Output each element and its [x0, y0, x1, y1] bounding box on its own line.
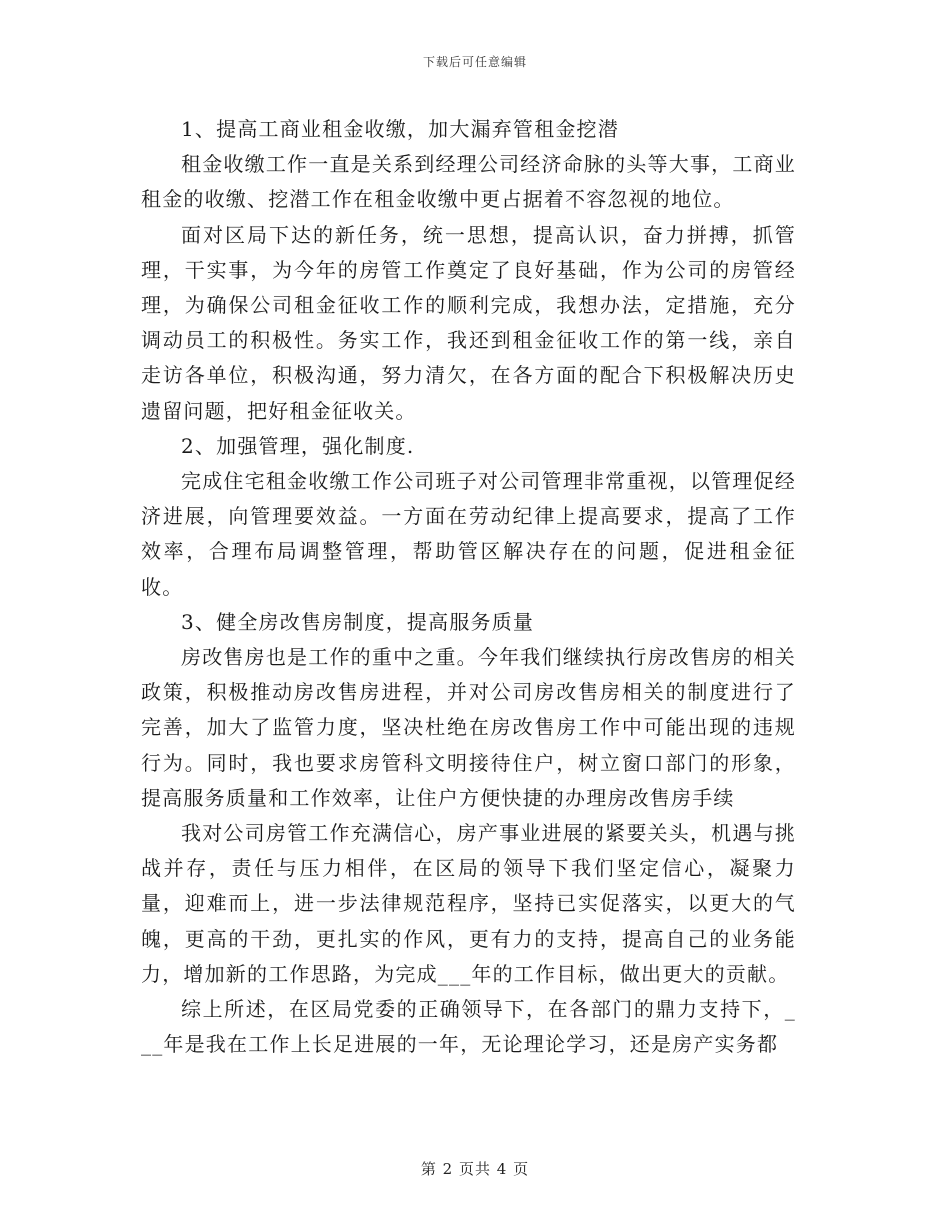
section-heading-1: 1、提高工商业租金收缴，加大漏弃管租金挖潜	[181, 117, 619, 141]
paragraph: 完成住宅租金收缴工作公司班子对公司管理非常重视，以管理促经济进展，向管理要效益。一方面在劳动纪律上提高要求，提高了工作效率，合理布局调整管理，帮助管区解决存在的问题，促进租金征收。	[141, 469, 796, 599]
paragraph: 租金收缴工作一直是关系到经理公司经济命脉的头等大事，工商业租金的收缴、挖潜工作在租金收缴中更占据着不容忽视的地位。	[141, 152, 796, 212]
paragraph: 面对区局下达的新任务，统一思想，提高认识，奋力拼搏，抓管理，干实事，为今年的房管工作奠定了良好基础，作为公司的房管经理，为确保公司租金征收工作的顺利完成，我想办法，定措施，充分调动员工的积极性。务实工作，我还到租金征收工作的第一线，亲自走访各单位，积极沟通，努力清欠，在各方面的配合下积极解决历史遗留问题，把好租金征收关。	[141, 222, 796, 423]
section-heading-3: 3、健全房改售房制度，提高服务质量	[181, 609, 535, 634]
paragraph: 房改售房也是工作的重中之重。今年我们继续执行房改售房的相关政策，积极推动房改售房进程，并对公司房改售房相关的制度进行了完善，加大了监管力度，坚决杜绝在房改售房工作中可能出现的违规行为。同时，我也要求房管科文明接待住户，树立窗口部门的形象，提高服务质量和工作效率，让住户方便快捷的办理房改售房手续	[141, 645, 796, 810]
document-body	[141, 112, 796, 1062]
paragraph: 综上所述，在区局党委的正确领导下，在各部门的鼎力支持下，___年是我在工作上长足进展的一年，无论理论学习，还是房产实务都	[141, 997, 796, 1057]
paragraph: 我对公司房管工作充满信心，房产事业进展的紧要关头，机遇与挑战并存，责任与压力相伴，在区局的领导下我们坚定信心，凝聚力量，迎难而上，进一步法律规范程序，坚持已实促落实，以更大的气魄，更高的干劲，更扎实的作风，更有力的支持，提高自己的业务能力，增加新的工作思路，为完成___年的工作目标，做出更大的贡献。	[141, 821, 796, 986]
page-header: 下载后可任意编辑	[422, 55, 527, 69]
section-heading-2: 2、加强管理，强化制度.	[181, 433, 415, 458]
page-footer: 第 2 页共 4 页	[420, 1160, 530, 1178]
